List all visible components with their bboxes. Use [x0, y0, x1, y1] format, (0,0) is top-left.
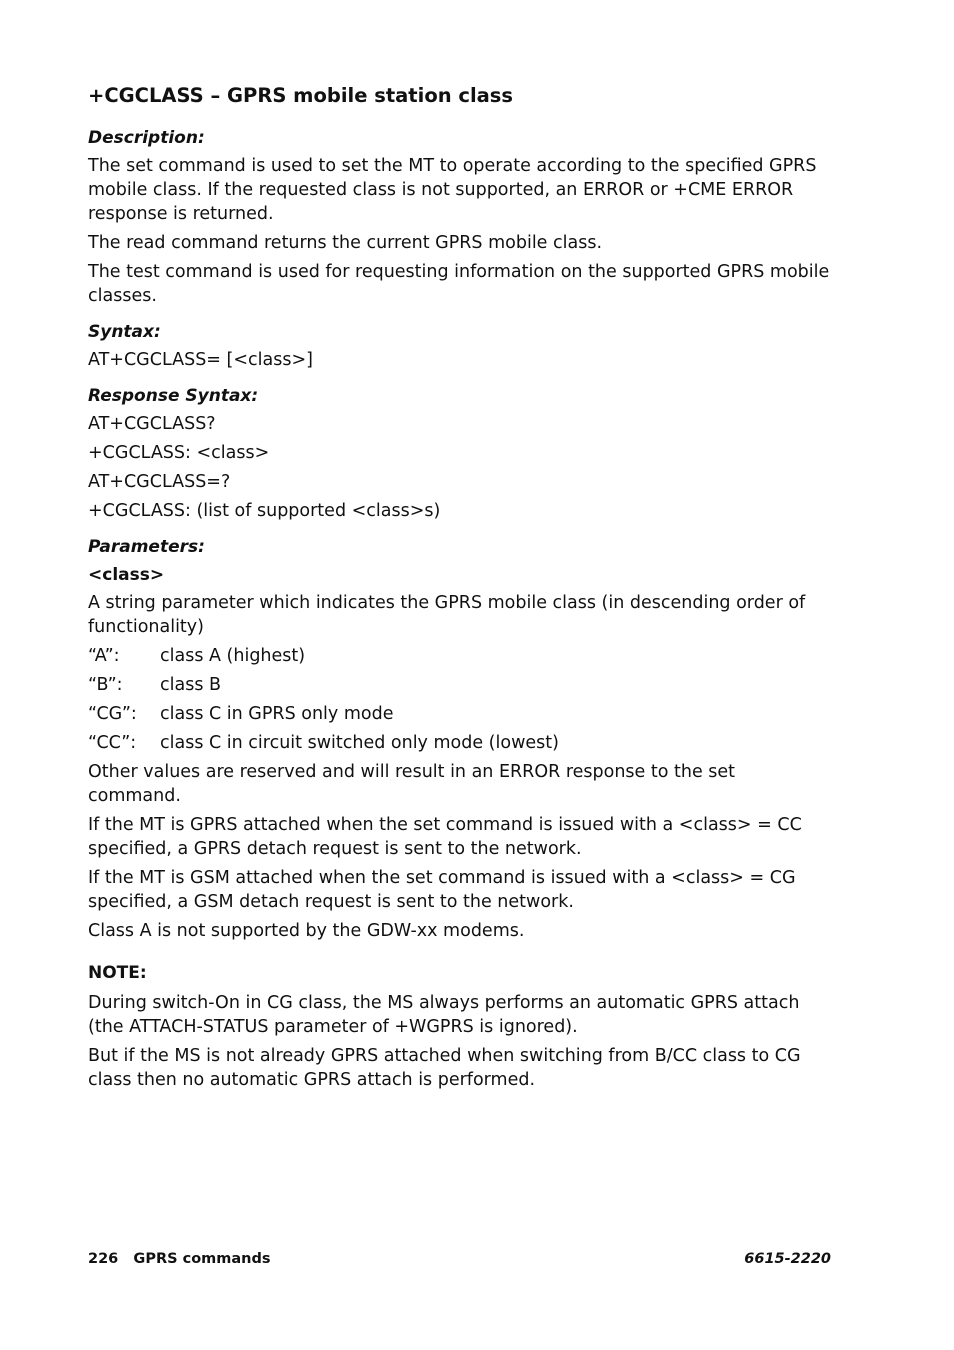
parameter-paragraph: If the MT is GPRS attached when the set command is issued with a <class> = CC specified, a GPRS detach request is sent to the network.	[88, 815, 802, 859]
value-desc: class A (highest)	[160, 646, 306, 666]
parameter-value-row	[88, 731, 833, 755]
note-paragraph: But if the MS is not already GPRS attached when switching from B/CC class to CG class then no automatic GPRS attach is performed.	[88, 1046, 801, 1090]
parameter-intro: A string parameter which indicates the GPRS mobile class (in descending order of functionality)	[88, 593, 806, 637]
value-desc: class C in GPRS only mode	[160, 704, 394, 724]
response-syntax-line: AT+CGCLASS?	[88, 414, 216, 434]
value-desc: class B	[160, 675, 222, 695]
value-desc: class C in circuit switched only mode (lowest)	[160, 733, 559, 753]
response-syntax-line: AT+CGCLASS=?	[88, 472, 231, 492]
response-syntax-line: +CGCLASS: <class>	[88, 443, 270, 463]
footer-document-number: 6615-2220	[744, 1251, 831, 1267]
syntax-heading: Syntax:	[88, 322, 161, 342]
note-heading: NOTE:	[88, 963, 147, 983]
response-syntax-line: +CGCLASS: (list of supported <class>s)	[88, 501, 441, 521]
response-syntax-heading: Response Syntax:	[88, 386, 259, 406]
page-title: +CGCLASS – GPRS mobile station class	[88, 84, 514, 107]
parameter-value-row	[88, 702, 833, 726]
value-key: “CG”:	[88, 704, 137, 724]
parameter-paragraph: If the MT is GSM attached when the set command is issued with a <class> = CG specified, a GSM detach request is sent to the network.	[88, 868, 796, 912]
value-key: “CC”:	[88, 733, 137, 753]
parameter-name: <class>	[88, 565, 165, 585]
value-key: “A”:	[88, 646, 120, 666]
footer-page-number-section: 226 GPRS commands	[88, 1251, 271, 1267]
document-page	[88, 82, 833, 1097]
parameters-heading: Parameters:	[88, 537, 205, 557]
syntax-line: AT+CGCLASS= [<class>]	[88, 350, 313, 370]
parameter-value-row	[88, 644, 833, 668]
description-paragraph: The set command is used to set the MT to operate according to the specified GPRS mobile class. If the requested class is not supported, an ERROR or +CME ERROR response is returned.	[88, 156, 817, 224]
parameter-paragraph: Class A is not supported by the GDW-xx modems.	[88, 921, 525, 941]
value-key: “B”:	[88, 675, 123, 695]
description-paragraph: The test command is used for requesting information on the supported GPRS mobile classes.	[88, 262, 830, 306]
description-heading: Description:	[88, 128, 205, 148]
description-paragraph: The read command returns the current GPRS mobile class.	[88, 233, 603, 253]
parameter-paragraph: Other values are reserved and will result in an ERROR response to the set command.	[88, 762, 736, 806]
note-paragraph: During switch-On in CG class, the MS always performs an automatic GPRS attach (the ATTACH-STATUS parameter of +WGPRS is ignored).	[88, 993, 800, 1037]
parameter-value-row	[88, 673, 833, 697]
